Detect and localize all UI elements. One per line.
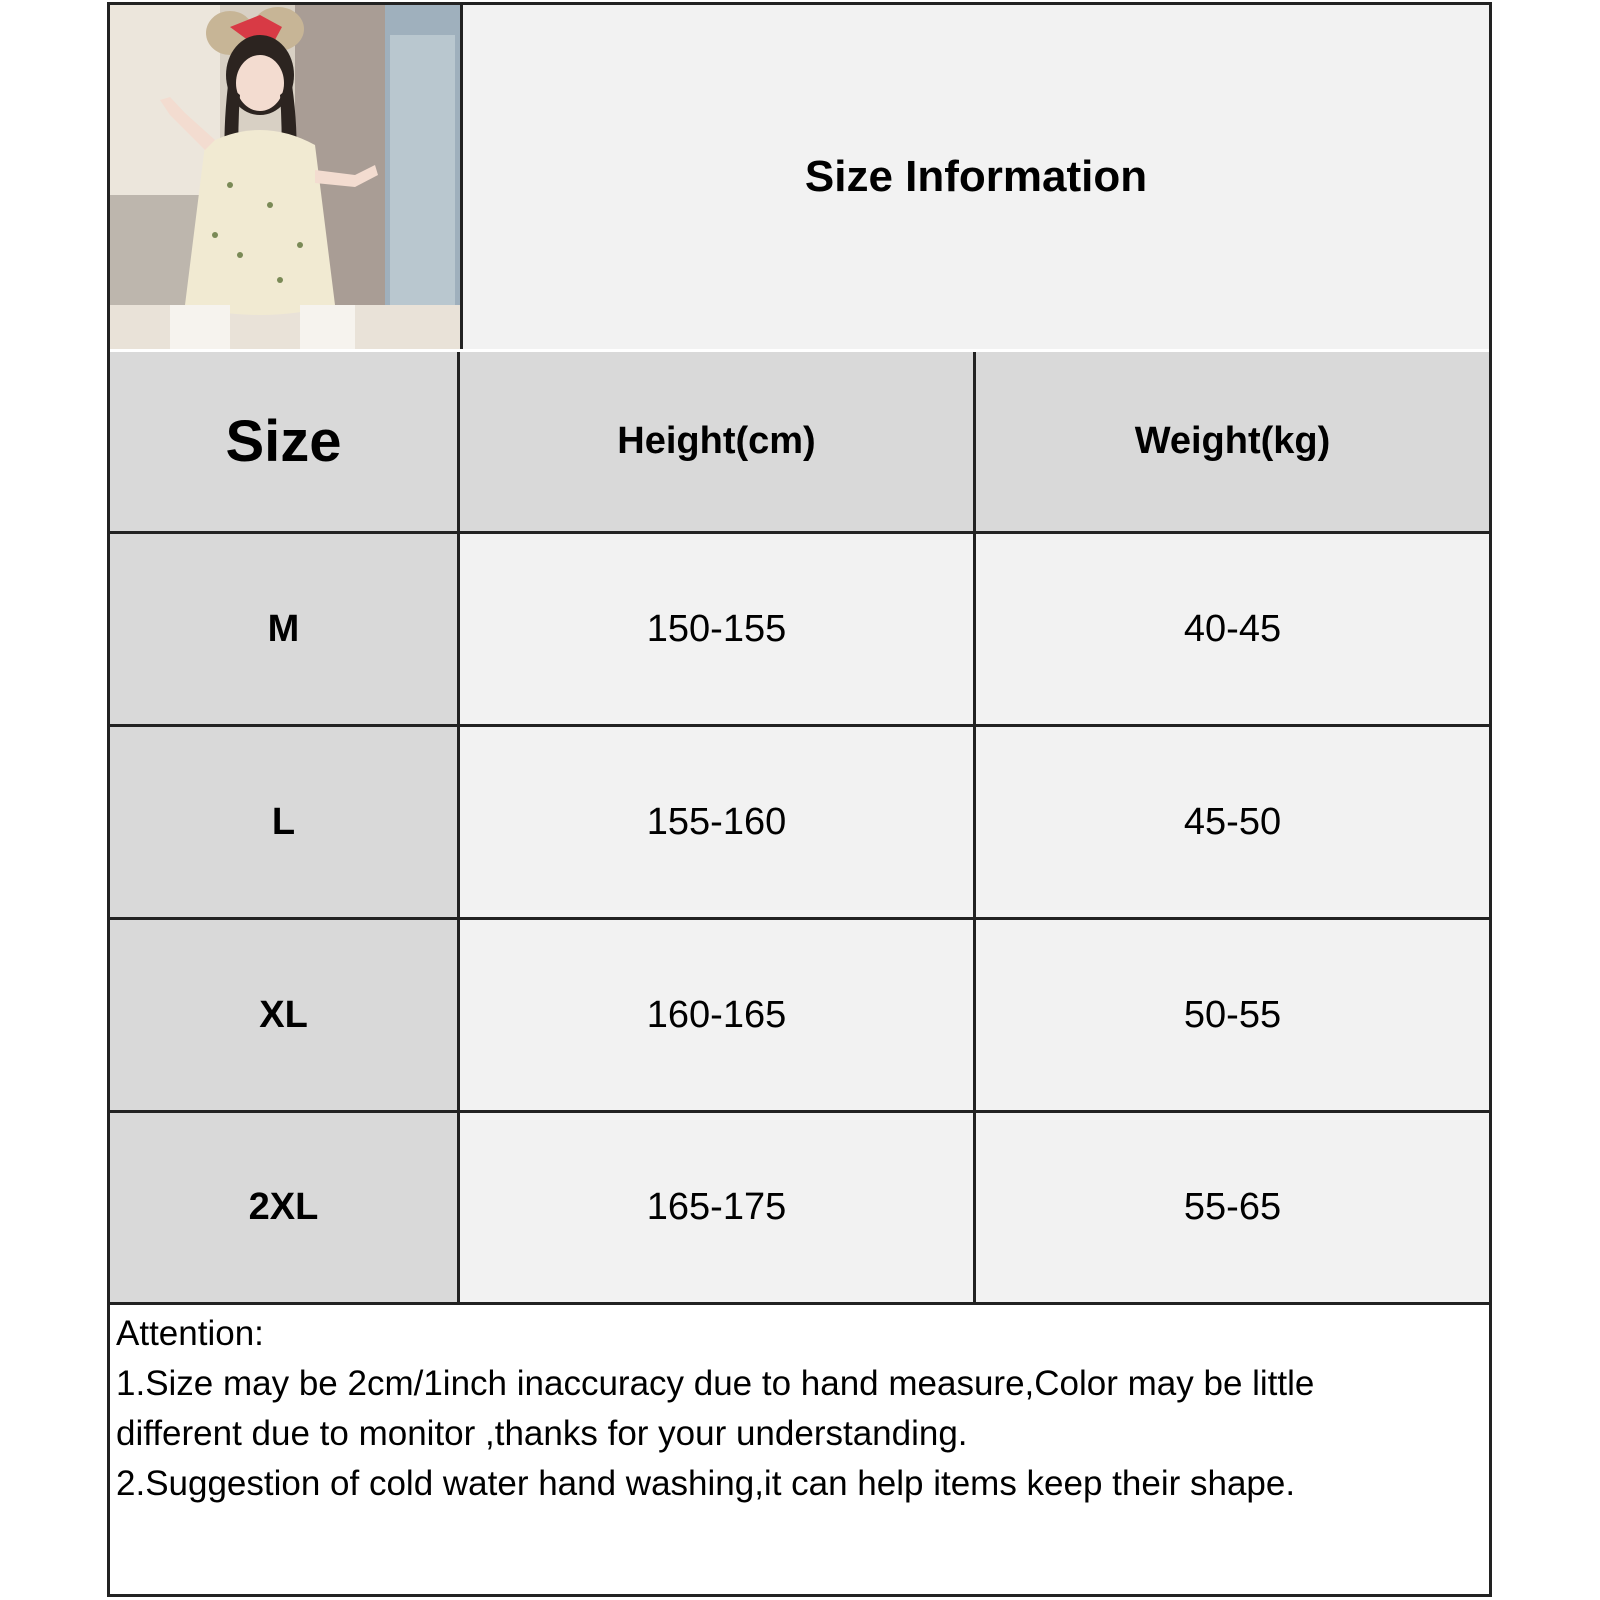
size-cell: XL	[110, 920, 460, 1110]
table-row	[110, 920, 1489, 1113]
height-cell: 155-160	[460, 727, 976, 917]
weight-cell: 50-55	[976, 920, 1489, 1110]
height-cell: 165-175	[460, 1113, 976, 1302]
note-line-1b: different due to monitor ,thanks for your understanding.	[116, 1414, 968, 1453]
page-title: Size Information	[804, 152, 1148, 201]
height-cell: 150-155	[460, 534, 976, 724]
table-row	[110, 727, 1489, 920]
height-cell: 160-165	[460, 920, 976, 1110]
weight-cell: 40-45	[976, 534, 1489, 724]
size-cell: L	[110, 727, 460, 917]
product-photo	[110, 5, 463, 349]
notes-heading: Attention:	[116, 1314, 264, 1353]
weight-cell: 55-65	[976, 1113, 1489, 1302]
header-cell-size: Size	[110, 352, 460, 531]
note-line-2: 2.Suggestion of cold water hand washing,it can help items keep their shape.	[116, 1464, 1296, 1503]
size-cell: M	[110, 534, 460, 724]
table-row	[110, 534, 1489, 727]
table-header-row	[110, 352, 1489, 534]
size-cell: 2XL	[110, 1113, 460, 1302]
top-section	[110, 5, 1489, 355]
note-line-1a: 1.Size may be 2cm/1inch inaccuracy due to hand measure,Color may be little	[116, 1364, 1315, 1403]
product-photo-illustration	[110, 5, 460, 349]
size-chart	[107, 2, 1492, 1597]
header-cell-weight: Weight(kg)	[976, 352, 1489, 531]
header-cell-height: Height(cm)	[460, 352, 976, 531]
table-row	[110, 1113, 1489, 1305]
title-cell	[463, 5, 1489, 349]
weight-cell: 45-50	[976, 727, 1489, 917]
attention-notes	[110, 1305, 1489, 1594]
